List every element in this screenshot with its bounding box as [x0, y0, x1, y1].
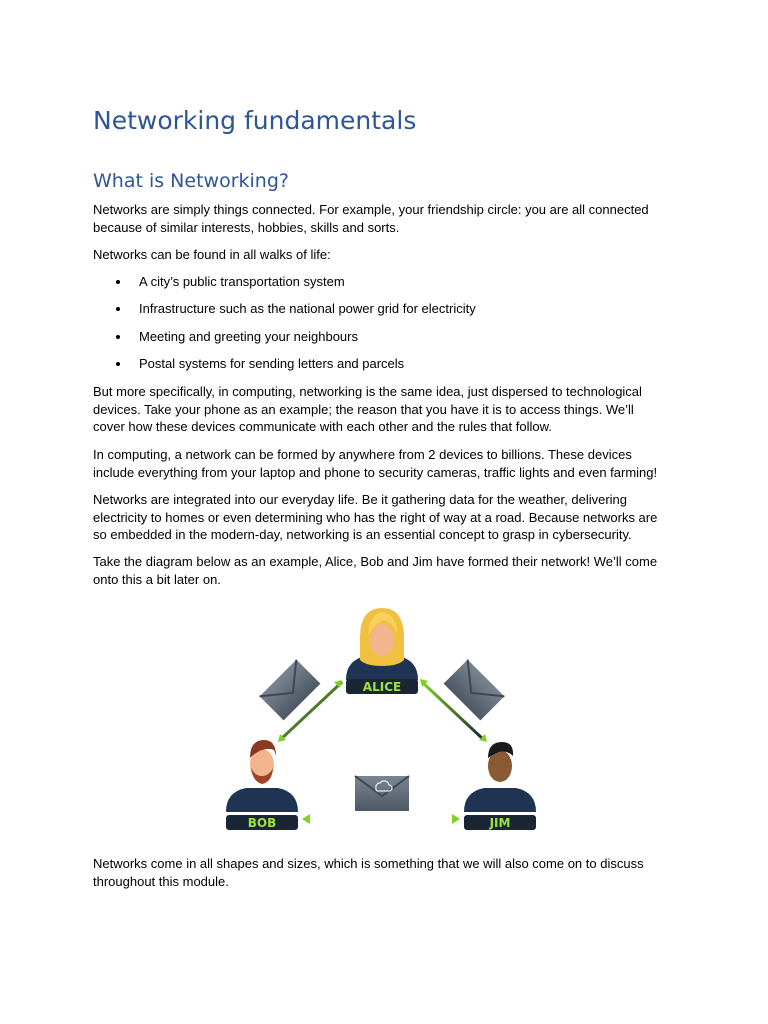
paragraph-everyday-life: Networks are integrated into our everyday life. Be it gathering data for the weather, delivering electricity to homes or even determining who has the right of way at a road. Because networks are so embedded in the modern-day, networking is an essential concept to grasp in cybersecurity.	[93, 492, 658, 542]
paragraph-devices: In computing, a network can be formed by anywhere from 2 devices to billions. These devices include everything from your laptop and phone to security cameras, traffic lights and even farming!	[93, 447, 658, 480]
link-bob-jim	[302, 814, 460, 824]
paragraph-diagram-intro: Take the diagram below as an example, Alice, Bob and Jim have formed their network! We’ll come onto this a bit later on.	[93, 554, 658, 587]
list-item: A city’s public transportation system	[93, 273, 476, 300]
network-diagram	[222, 600, 542, 835]
list-item: Meeting and greeting your neighbours	[93, 328, 476, 355]
arrowhead-icon	[302, 814, 310, 824]
jim-label: JIM	[489, 816, 511, 830]
paragraph-shapes-sizes: Networks come in all shapes and sizes, which is something that we will also come on to discuss throughout this module.	[93, 856, 644, 889]
bullet-dot	[116, 307, 120, 311]
jim-avatar	[464, 742, 536, 812]
alice-avatar	[346, 608, 418, 680]
bob-label: BOB	[247, 816, 277, 830]
page-title: Networking fundamentals	[93, 106, 417, 135]
list-item: Infrastructure such as the national power grid for electricity	[93, 300, 476, 327]
paragraph-walks-of-life: Networks can be found in all walks of life:	[93, 247, 331, 262]
arrowhead-icon	[452, 814, 460, 824]
bob-avatar	[226, 740, 298, 812]
envelope-cloud-icon	[355, 776, 409, 811]
paragraph-computing: But more specifically, in computing, networking is the same idea, just dispersed to technological devices. Take your phone as an example; the reason that you have it is to access things. We’ll cover how these devices communicate with each other and the rules that follow.	[93, 384, 642, 434]
bullet-list	[93, 273, 476, 382]
alice-label: ALICE	[362, 680, 402, 694]
section-heading: What is Networking?	[93, 170, 289, 192]
bullet-dot	[116, 335, 120, 339]
paragraph-intro: Networks are simply things connected. For example, your friendship circle: you are all connected because of similar interests, hobbies, skills and sorts.	[93, 202, 649, 235]
list-item: Postal systems for sending letters and parcels	[93, 355, 476, 382]
bullet-dot	[116, 280, 120, 284]
bullet-dot	[116, 362, 120, 366]
